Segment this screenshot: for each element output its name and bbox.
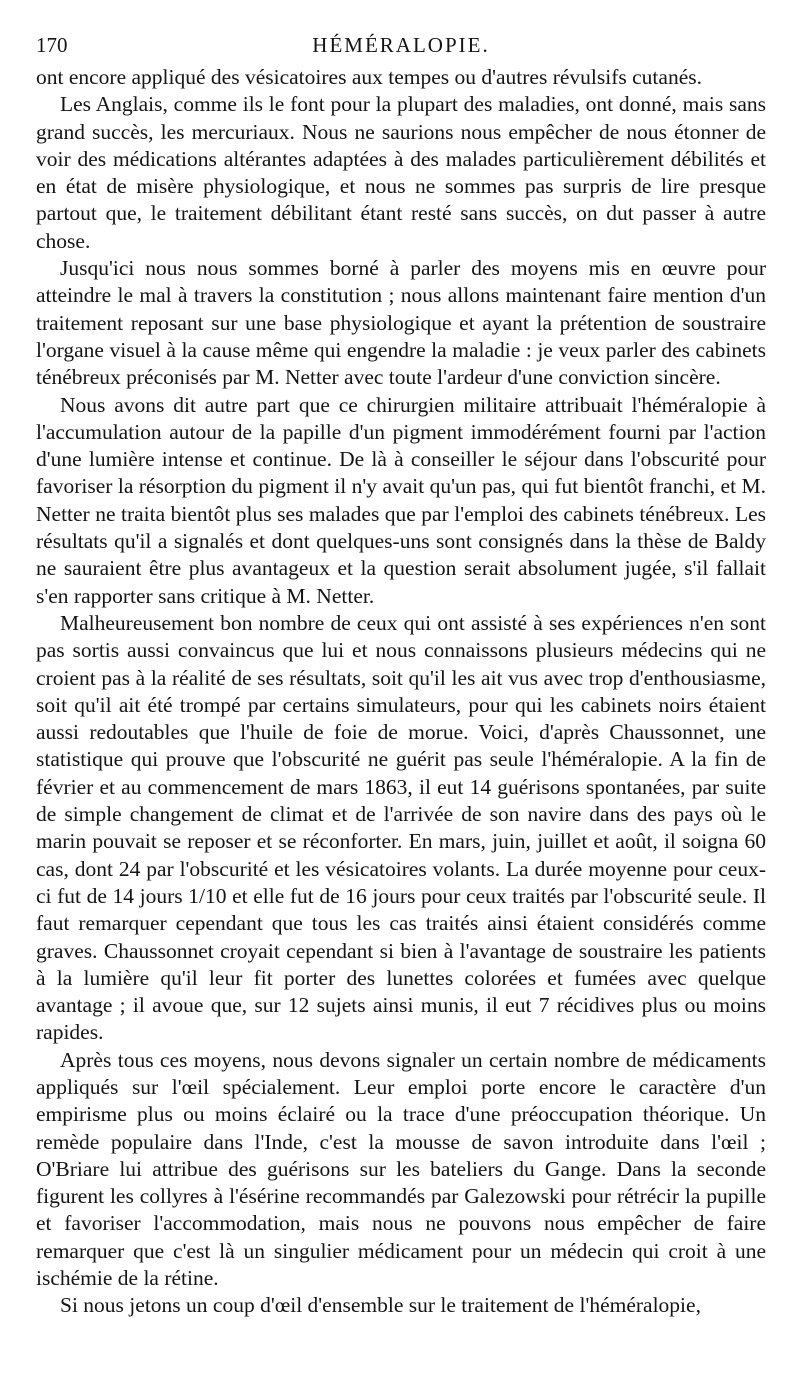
paragraph-continued: ont encore appliqué des vésicatoires aux tempes ou d'autres révulsifs cutanés. (36, 65, 702, 89)
paragraph-conclusion-start: Si nous jetons un coup d'œil d'ensemble sur le traitement de l'héméralopie, (60, 1293, 701, 1318)
paragraph-cabinets-tenebreux: Jusqu'ici nous nous sommes borné à parler des moyens mis en œuvre pour atteindre le mal à travers la constitution ; nous allons maintenant faire mention d'un traitement reposant sur une base physiologique et ayant la prétention de soustraire l'organe visuel à la cause même qui engendre la maladie : je veux parler des cabinets ténébreux préconisés par M. Netter avec toute l'ardeur d'une conviction sincère. (36, 256, 766, 390)
body-text (36, 64, 766, 1320)
paragraph-netter-pigment: Nous avons dit autre part que ce chirurgien militaire attribuait l'héméralopie à l'accumulation autour de la papille d'un pigment immodérément fourni par l'action d'une lumière intense et continue. De là à conseiller le séjour dans l'obscurité pour favoriser la résorption du pigment il n'y avait qu'un pas, qui fut bientôt franchi, et M. Netter ne traita bientôt plus ses malades que par l'emploi des cabinets ténébreux. Les résultats qu'il a signalés et dont quelques-uns sont consignés dans la thèse de Baldy ne sauraient être plus avantageux et la question serait absolument jugée, s'il fallait s'en rapporter sans critique à M. Netter. (36, 392, 766, 608)
paragraph-chaussonnet-statistique: Malheureusement bon nombre de ceux qui ont assisté à ses expériences n'en sont pas sortis aussi convaincus que lui et nous connaissons plusieurs médecins qui ne croient pas à la réalité de ses résultats, soit qu'il les ait vus avec trop d'enthousiasme, soit qu'il ait été trompé par certains simulateurs, pour qui les cabinets noirs étaient aussi redoutables que l'huile de foie de morue. Voici, d'après Chaussonnet, une statistique qui prouve que l'obscurité ne guérit pas seule l'héméralopie. A la fin de février et au commencement de mars 1863, il eut 14 guérisons spontanées, par suite de simple changement de climat et de l'arrivée de son navire dans des pays où le marin pouvait se reposer et se réconforter. En mars, juin, juillet et août, il soigna 60 cas, dont 24 par l'obscurité et les vésicatoires volants. La durée moyenne pour ceux-ci fut de 14 jours 1/10 et elle fut de 16 jours pour ceux traités par l'obscurité seule. Il faut remarquer cependant que tous les cas traités ainsi étaient considérés comme graves. Chaussonnet croyait cependant si bien à l'avantage de soustraire les patients à la lumière qu'il leur fit porter des lunettes colorées et fumées avec quelque avantage ; il avoue que, sur 12 sujets ainsi munis, il eut 7 récidives plus ou moins rapides. (36, 610, 766, 1045)
paragraph-medicaments-oeil: Après tous ces moyens, nous devons signaler un certain nombre de médicaments appliqués sur l'œil spécialement. Leur emploi porte encore le caractère d'un empirisme plus ou moins éclairé ou la trace d'une préoccupation théorique. Un remède populaire dans l'Inde, c'est la mousse de savon introduite dans l'œil ; O'Briare lui attribue des guérisons sur les bateliers du Gange. Dans la seconde figurent les collyres à l'ésérine recommandés par Galezowski pour rétrécir la pupille et favoriser l'accommodation, mais nous ne pouvons nous empêcher de faire remarquer que c'est là un singulier médicament pour un médecin qui croit à une ischémie de la rétine. (36, 1047, 766, 1291)
running-head (36, 26, 766, 64)
book-page (36, 26, 766, 1320)
page-number: 170 (36, 33, 68, 57)
running-title: HÉMÉRALOPIE. (312, 33, 490, 57)
paragraph-mercuriaux: Les Anglais, comme ils le font pour la plupart des maladies, ont donné, mais sans grand succès, les mercuriaux. Nous ne saurions nous empêcher de nous étonner de voir des médications altérantes adaptées à des malades particulièrement débilités et en état de misère physiologique, et nous ne sommes pas surpris de lire presque partout que, le traitement débilitant étant resté sans succès, on dut passer à autre chose. (36, 92, 766, 253)
